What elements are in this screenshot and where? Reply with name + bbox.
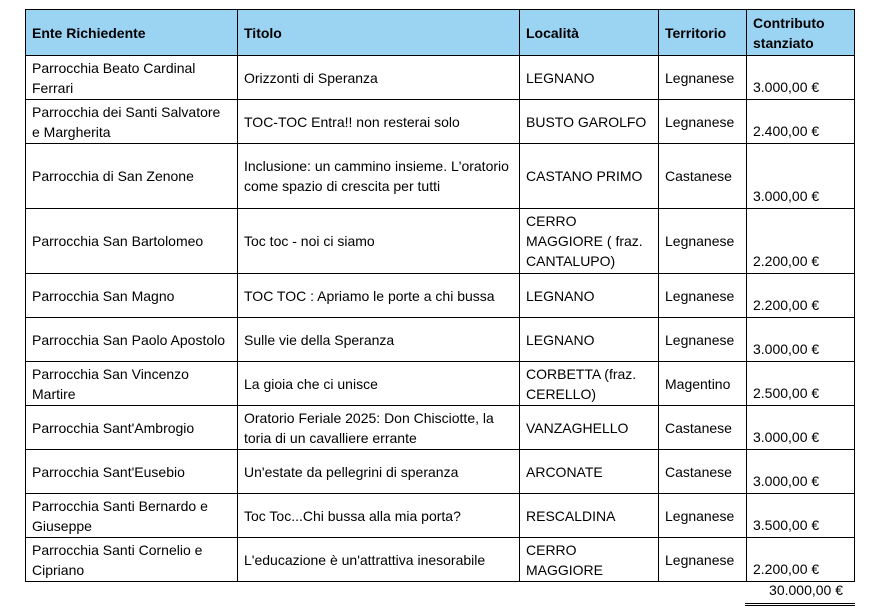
cell-ente: Parrocchia San Vincenzo Martire (26, 362, 238, 406)
cell-ente: Parrocchia Beato Cardinal Ferrari (26, 56, 238, 100)
table-row (26, 100, 855, 144)
cell-titolo: TOC-TOC Entra!! non resterai solo (238, 100, 520, 144)
cell-contributo: 3.000,00 € (747, 144, 855, 209)
table-body (26, 56, 855, 582)
cell-contributo: 3.000,00 € (747, 318, 855, 362)
cell-contributo: 3.500,00 € (747, 494, 855, 538)
cell-ente: Parrocchia San Paolo Apostolo (26, 318, 238, 362)
cell-localita: LEGNANO (520, 318, 659, 362)
cell-contributo: 3.000,00 € (747, 406, 855, 450)
header-localita: Località (520, 10, 659, 56)
cell-territorio: Legnanese (659, 100, 747, 144)
cell-localita: RESCALDINA (520, 494, 659, 538)
cell-territorio: Magentino (659, 362, 747, 406)
cell-titolo: Sulle vie della Speranza (238, 318, 520, 362)
table-row (26, 538, 855, 582)
cell-titolo: L'educazione è un'attrattiva inesorabile (238, 538, 520, 582)
header-row (26, 10, 855, 56)
cell-localita: VANZAGHELLO (520, 406, 659, 450)
contributions-table (25, 9, 855, 582)
cell-territorio: Legnanese (659, 56, 747, 100)
cell-territorio: Castanese (659, 450, 747, 494)
cell-contributo: 2.200,00 € (747, 274, 855, 318)
cell-territorio: Castanese (659, 406, 747, 450)
cell-localita: CASTANO PRIMO (520, 144, 659, 209)
header-ente: Ente Richiedente (26, 10, 238, 56)
table-row (26, 56, 855, 100)
header-territorio: Territorio (659, 10, 747, 56)
cell-ente: Parrocchia San Bartolomeo (26, 209, 238, 274)
header-contributo: Contributo stanziato (747, 10, 855, 56)
cell-territorio: Castanese (659, 144, 747, 209)
total-amount: 30.000,00 € (745, 579, 855, 606)
cell-territorio: Legnanese (659, 538, 747, 582)
cell-titolo: Inclusione: un cammino insieme. L'oratorio come spazio di crescita per tutti (238, 144, 520, 209)
cell-ente: Parrocchia Sant'Ambrogio (26, 406, 238, 450)
table-row (26, 318, 855, 362)
table-row (26, 362, 855, 406)
cell-titolo: Un'estate da pellegrini di speranza (238, 450, 520, 494)
cell-ente: Parrocchia Santi Cornelio e Cipriano (26, 538, 238, 582)
cell-contributo: 3.000,00 € (747, 56, 855, 100)
table-row (26, 274, 855, 318)
cell-localita: LEGNANO (520, 56, 659, 100)
cell-titolo: TOC TOC : Apriamo le porte a chi bussa (238, 274, 520, 318)
cell-titolo: La gioia che ci unisce (238, 362, 520, 406)
cell-titolo: Toc toc - noi ci siamo (238, 209, 520, 274)
cell-localita: CORBETTA (fraz. CERELLO) (520, 362, 659, 406)
cell-ente: Parrocchia dei Santi Salvatore e Margherita (26, 100, 238, 144)
cell-contributo: 2.500,00 € (747, 362, 855, 406)
cell-titolo: Orizzonti di Speranza (238, 56, 520, 100)
cell-ente: Parrocchia di San Zenone (26, 144, 238, 209)
cell-localita: CERRO MAGGIORE ( fraz. CANTALUPO) (520, 209, 659, 274)
cell-territorio: Legnanese (659, 318, 747, 362)
cell-localita: LEGNANO (520, 274, 659, 318)
table-row (26, 209, 855, 274)
table-row (26, 144, 855, 209)
cell-titolo: Oratorio Feriale 2025: Don Chisciotte, la toria di un cavalliere errante (238, 406, 520, 450)
cell-titolo: Toc Toc...Chi bussa alla mia porta? (238, 494, 520, 538)
cell-ente: Parrocchia Sant'Eusebio (26, 450, 238, 494)
cell-localita: CERRO MAGGIORE (520, 538, 659, 582)
table-row (26, 406, 855, 450)
table-row (26, 450, 855, 494)
cell-localita: BUSTO GAROLFO (520, 100, 659, 144)
cell-contributo: 2.200,00 € (747, 538, 855, 582)
cell-territorio: Legnanese (659, 274, 747, 318)
cell-contributo: 3.000,00 € (747, 450, 855, 494)
cell-contributo: 2.400,00 € (747, 100, 855, 144)
cell-localita: ARCONATE (520, 450, 659, 494)
cell-territorio: Legnanese (659, 494, 747, 538)
table-header (26, 10, 855, 56)
cell-ente: Parrocchia Santi Bernardo e Giuseppe (26, 494, 238, 538)
cell-ente: Parrocchia San Magno (26, 274, 238, 318)
header-titolo: Titolo (238, 10, 520, 56)
table-row (26, 494, 855, 538)
cell-contributo: 2.200,00 € (747, 209, 855, 274)
cell-territorio: Legnanese (659, 209, 747, 274)
